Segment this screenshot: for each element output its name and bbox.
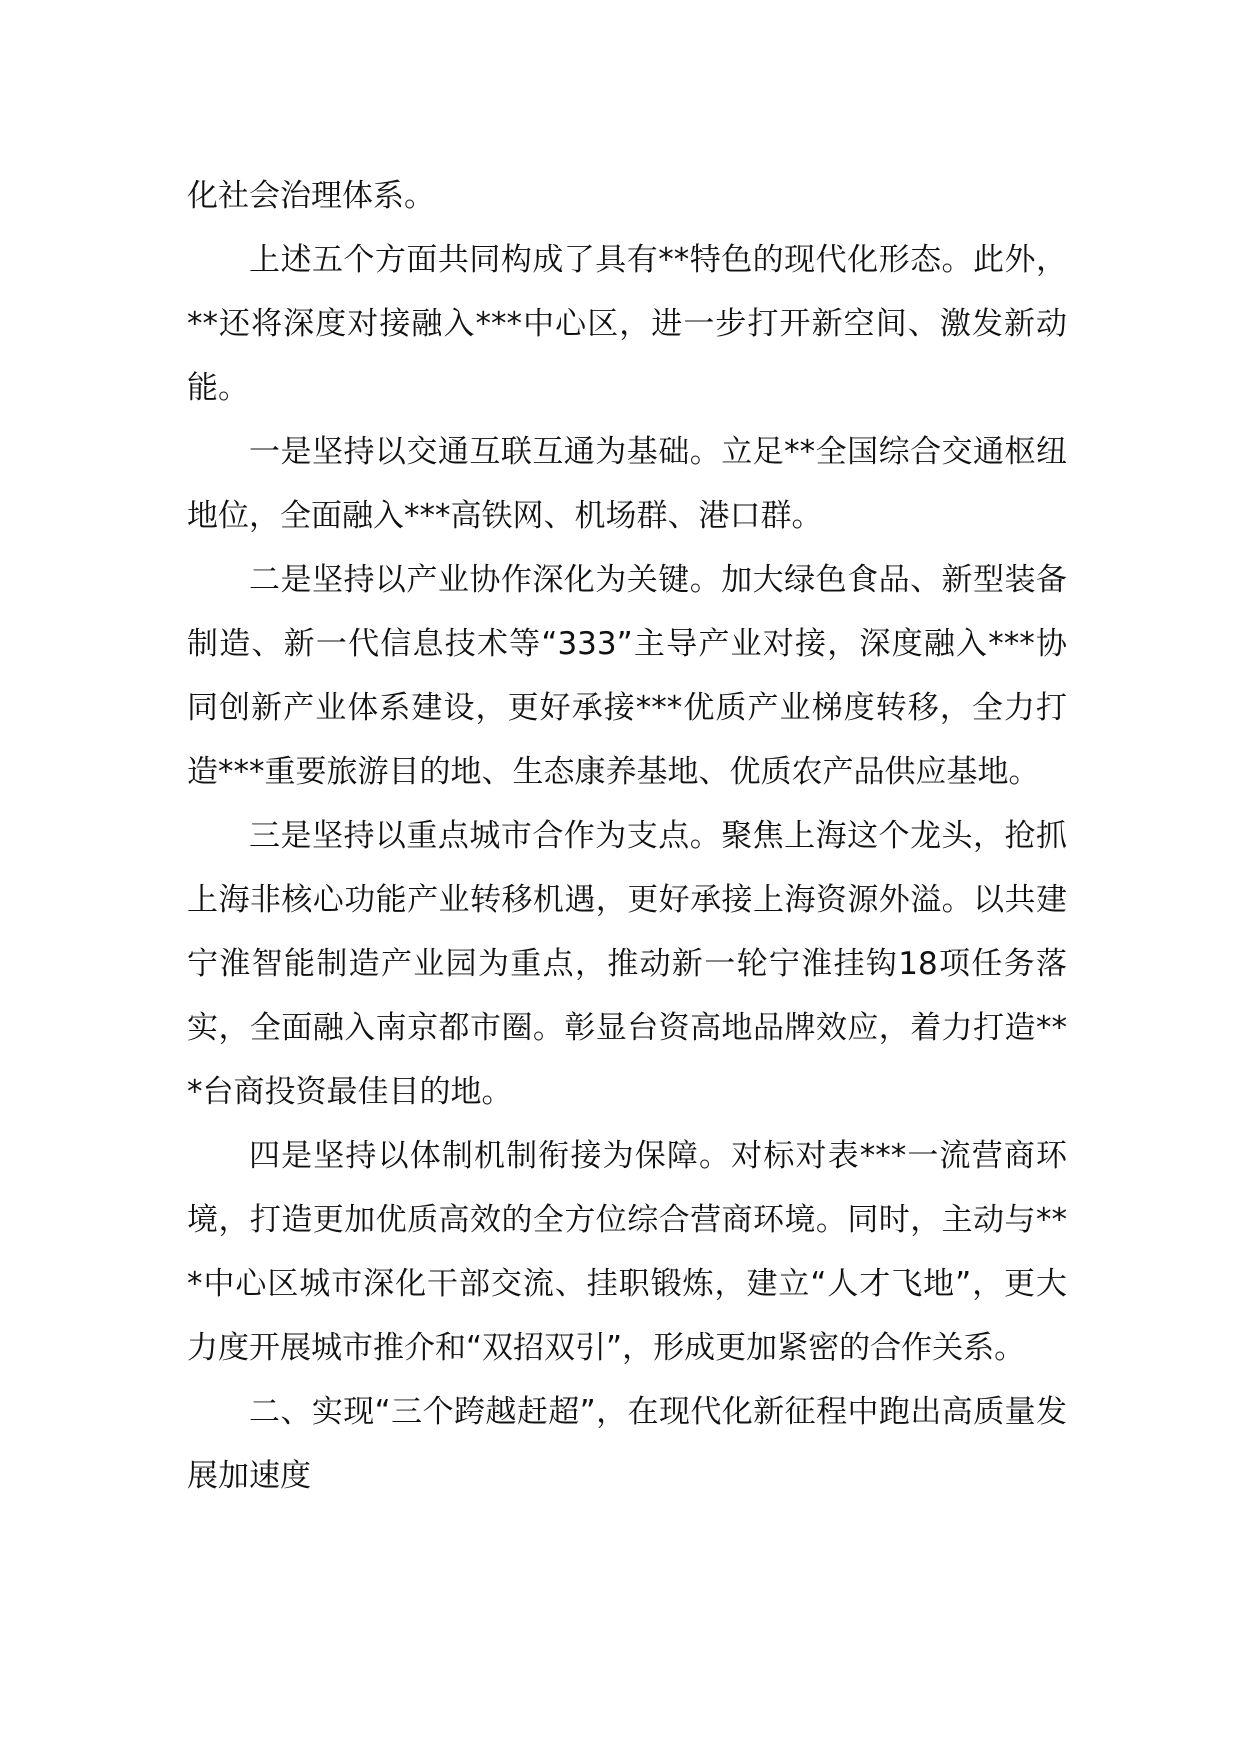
body-text <box>187 164 1067 1508</box>
section-heading: 二、实现“三个跨越赶超”，在现代化新征程中跑出高质量发展加速度 <box>187 1394 1067 1494</box>
paragraph-point-two: 二是坚持以产业协作深化为关键。加大绿色食品、新型装备制造、新一代信息技术等“333”主导产业对接，深度融入***协同创新产业体系建设，更好承接***优质产业梯度转移，全力打造***重要旅游目的地、生态康养基地、优质农产品供应基地。 <box>187 562 1067 790</box>
paragraph-point-three: 三是坚持以重点城市合作为支点。聚焦上海这个龙头，抢抓上海非核心功能产业转移机遇，更好承接上海资源外溢。以共建宁淮智能制造产业园为重点，推动新一轮宁淮挂钩18项任务落实，全面融入南京都市圈。彰显台资高地品牌效应，着力打造***台商投资最佳目的地。 <box>187 818 1067 1110</box>
paragraph-summary: 上述五个方面共同构成了具有**特色的现代化形态。此外，**还将深度对接融入***中心区，进一步打开新空间、激发新动能。 <box>187 242 1067 406</box>
paragraph-point-four: 四是坚持以体制机制衔接为保障。对标对表***一流营商环境，打造更加优质高效的全方位综合营商环境。同时，主动与***中心区城市深化干部交流、挂职锻炼，建立“人才飞地”，更大力度开展城市推介和“双招双引”，形成更加紧密的合作关系。 <box>187 1138 1067 1366</box>
paragraph-continuation: 化社会治理体系。 <box>187 178 435 214</box>
paragraph-point-one: 一是坚持以交通互联互通为基础。立足**全国综合交通枢纽地位，全面融入***高铁网、机场群、港口群。 <box>187 434 1067 534</box>
